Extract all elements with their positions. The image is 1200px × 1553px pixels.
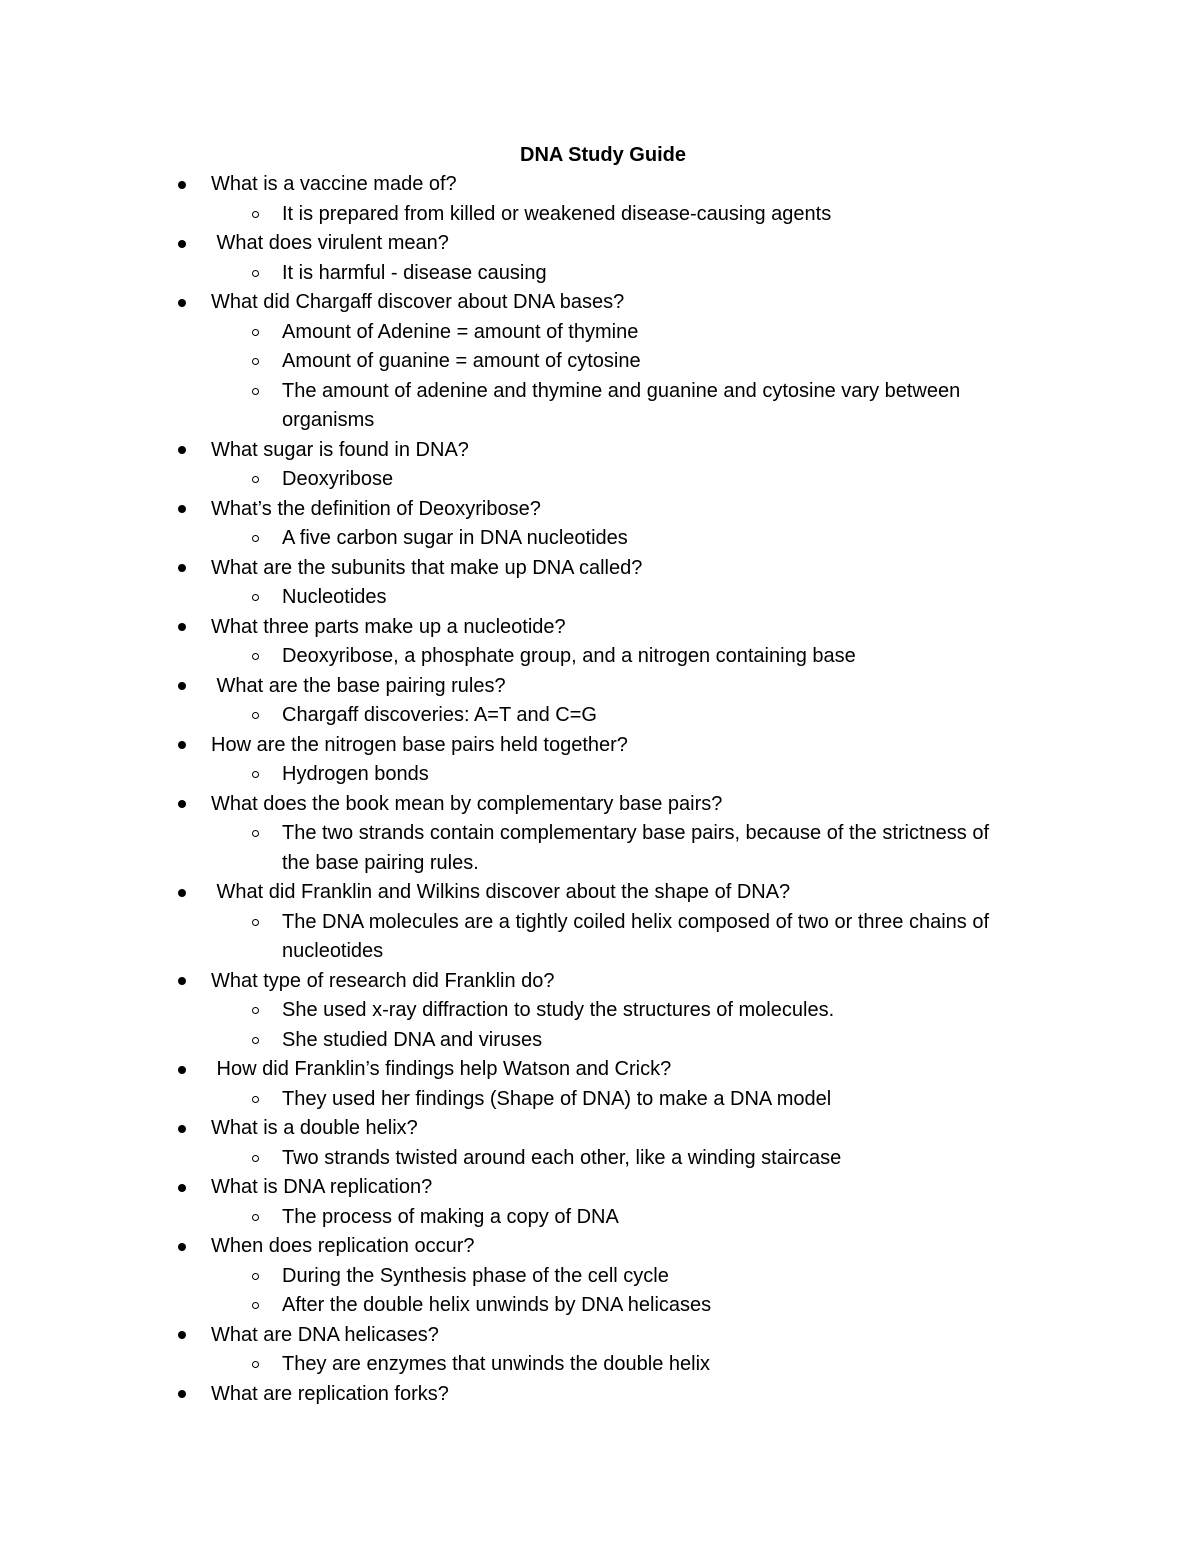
question-item: What are replication forks? [211,1382,449,1405]
answer-continuation: the base pairing rules. [282,851,479,874]
answer-item: Amount of guanine = amount of cytosine [282,350,641,372]
bullet-dot-icon [178,299,186,307]
bullet-dot-icon [178,181,186,189]
question-item: What three parts make up a nucleotide? [211,615,566,638]
bullet-dot-icon [178,446,186,454]
bullet-circle-icon [252,594,259,601]
bullet-dot-icon [178,889,186,897]
answer-item: Hydrogen bonds [282,763,429,785]
bullet-circle-icon [252,1007,259,1014]
question-item: What did Franklin and Wilkins discover about the shape of DNA? [211,881,791,903]
bullet-dot-icon [178,240,186,248]
question-item: What are the subunits that make up DNA called? [211,556,643,579]
bullet-circle-icon [252,329,259,336]
document-title: DNA Study Guide [520,144,686,166]
bullet-circle-icon [252,388,259,395]
answer-item: She used x-ray diffraction to study the structures of molecules. [282,999,835,1021]
question-item: What does the book mean by complementary base pairs? [211,792,723,815]
answer-item: After the double helix unwinds by DNA helicases [282,1294,712,1316]
bullet-dot-icon [178,623,186,631]
bullet-circle-icon [252,919,259,926]
question-item: What does virulent mean? [211,232,449,254]
question-item: What are the base pairing rules? [211,674,506,697]
bullet-circle-icon [252,1273,259,1280]
bullet-circle-icon [252,1096,259,1103]
question-item: What is a vaccine made of? [211,173,457,195]
answer-item: The two strands contain complementary base pairs, because of the strictness of [282,822,990,844]
bullet-circle-icon [252,1214,259,1221]
bullet-dot-icon [178,977,186,985]
question-item: What did Chargaff discover about DNA bases? [211,291,625,313]
bullet-circle-icon [252,771,259,778]
answer-item: A five carbon sugar in DNA nucleotides [282,527,628,549]
answer-item: The process of making a copy of DNA [282,1205,619,1228]
bullet-dot-icon [178,741,186,749]
answer-item: They used her findings (Shape of DNA) to make a DNA model [282,1087,832,1110]
answer-item: Amount of Adenine = amount of thymine [282,320,639,343]
question-item: What’s the definition of Deoxyribose? [211,497,541,520]
bullet-dot-icon [178,1184,186,1192]
bullet-dot-icon [178,1243,186,1251]
question-item: What are DNA helicases? [211,1323,439,1346]
answer-item: The amount of adenine and thymine and guanine and cytosine vary between [282,379,961,402]
bullet-dot-icon [178,800,186,808]
answer-continuation: nucleotides [282,940,384,962]
bullet-circle-icon [252,1037,259,1044]
answer-item: They are enzymes that unwinds the double helix [282,1353,711,1375]
question-item: What type of research did Franklin do? [211,969,555,992]
bullet-circle-icon [252,1361,259,1368]
bullet-circle-icon [252,1302,259,1309]
question-item: What is DNA replication? [211,1176,433,1198]
answer-item: The DNA molecules are a tightly coiled helix composed of two or three chains of [282,910,990,933]
bullet-dot-icon [178,1125,186,1133]
answer-item: Deoxyribose, a phosphate group, and a nitrogen containing base [282,645,856,667]
bullet-circle-icon [252,211,259,218]
answer-item: Deoxyribose [282,468,394,490]
answer-item: She studied DNA and viruses [282,1028,543,1051]
bullet-dot-icon [178,682,186,690]
question-item: How did Franklin’s findings help Watson and Crick? [211,1058,672,1080]
question-item: What is a double helix? [211,1117,418,1139]
bullet-dot-icon [178,1066,186,1074]
answer-item: During the Synthesis phase of the cell cycle [282,1264,669,1287]
question-item: How are the nitrogen base pairs held together? [211,733,628,756]
bullet-dot-icon [178,1390,186,1398]
bullet-circle-icon [252,535,259,542]
bullet-circle-icon [252,358,259,365]
answer-item: Two strands twisted around each other, like a winding staircase [282,1146,842,1169]
answer-item: It is prepared from killed or weakened disease-causing agents [282,202,832,225]
answer-item: It is harmful - disease causing [282,261,547,284]
bullet-dot-icon [178,1331,186,1339]
bullet-circle-icon [252,270,259,277]
bullet-circle-icon [252,712,259,719]
answer-item: Chargaff discoveries: A=T and C=G [282,704,597,726]
bullet-circle-icon [252,653,259,660]
question-item: When does replication occur? [211,1235,475,1257]
answer-continuation: organisms [282,409,375,431]
bullet-circle-icon [252,830,259,837]
bullet-dot-icon [178,564,186,572]
question-item: What sugar is found in DNA? [211,438,469,461]
bullet-dot-icon [178,505,186,513]
answer-item: Nucleotides [282,586,387,608]
bullet-circle-icon [252,476,259,483]
bullet-circle-icon [252,1155,259,1162]
